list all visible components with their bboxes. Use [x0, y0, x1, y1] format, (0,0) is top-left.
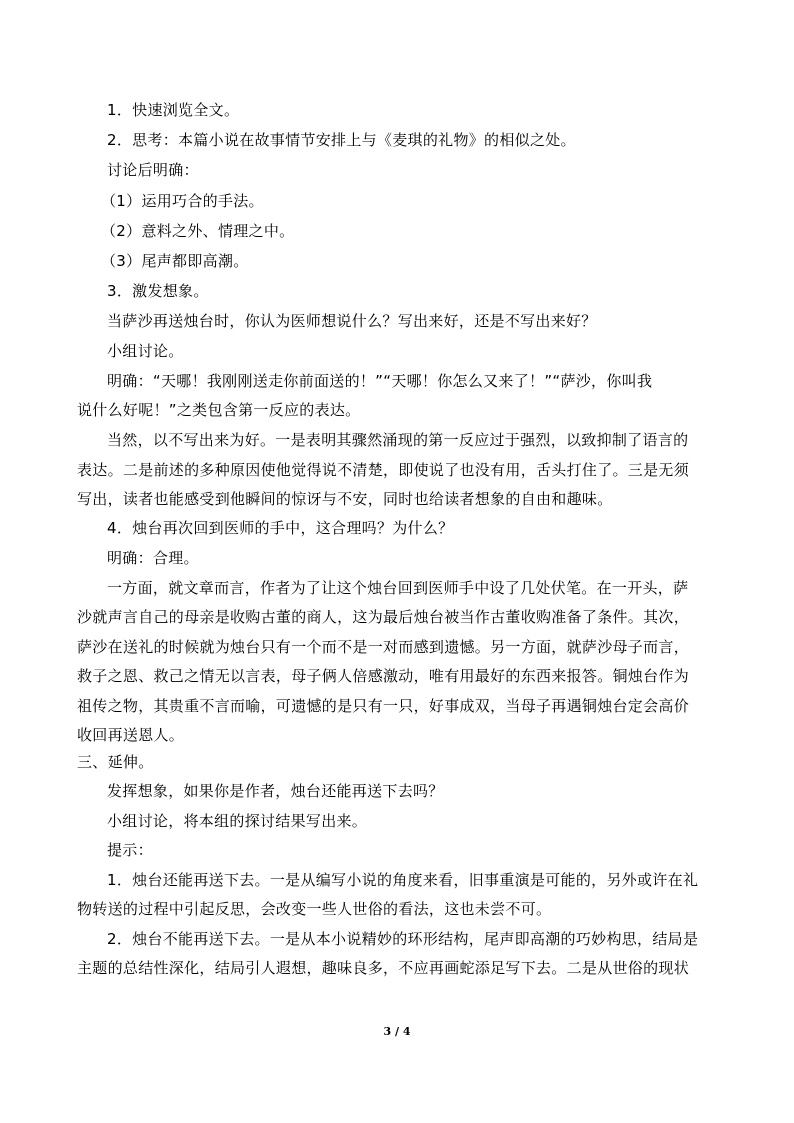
- text-line: 1．快速浏览全文。: [107, 101, 240, 119]
- text-line: 2．烛台不能再送下去。一是从本小说精妙的环形结构，尾声即高潮的巧妙构思，结局是: [107, 930, 699, 948]
- text-line: 萨沙在送礼的时候就为烛台只有一个而不是一对而感到遗憾。另一方面，就萨沙母子而言，: [77, 638, 690, 656]
- text-line: （2）意料之外、情理之中。: [101, 222, 295, 240]
- text-line: 说什么好呢！”之类包含第一反应的表达。: [77, 401, 361, 419]
- text-line: 小组讨论，将本组的探讨结果写出来。: [107, 812, 368, 830]
- text-line: 当萨沙再送烛台时，你认为医师想说什么？写出来好，还是不写出来好？: [107, 312, 597, 330]
- text-line: （1）运用巧合的手法。: [101, 192, 264, 210]
- section-heading: 三、延伸。: [77, 753, 154, 771]
- text-line: 4．烛台再次回到医师的手中，这合理吗？为什么？: [107, 519, 454, 537]
- text-line: 救子之恩、救己之情无以言表，母子俩人倍感激动，唯有用最好的东西来报答。铜烛台作为: [77, 667, 690, 685]
- text-line: 提示：: [107, 841, 153, 859]
- text-line: 2．思考：本篇小说在故事情节安排上与《麦琪的礼物》的相似之处。: [107, 131, 576, 149]
- text-line: 表达。二是前述的多种原因使他觉得说不清楚，即使说了也没有用，舌头打住了。三是无须: [77, 461, 690, 479]
- text-line: 沙就声言自己的母亲是收购古董的商人，这为最后烛台被当作古董收购准备了条件。其次，: [77, 608, 690, 626]
- text-line: 一方面，就文章而言，作者为了让这个烛台回到医师手中设了几处伏笔。在一开头，萨: [107, 579, 689, 597]
- text-line: 明确：合理。: [107, 549, 199, 567]
- text-line: 明确：“天哪！我刚刚送走你前面送的！”“天哪！你怎么又来了！”“萨沙，你叫我: [107, 372, 653, 390]
- text-line: （3）尾声都即高潮。: [101, 252, 249, 270]
- text-line: 讨论后明确：: [107, 161, 199, 179]
- text-line: 3．激发想象。: [107, 282, 209, 300]
- text-line: 写出，读者也能感受到他瞬间的惊讶与不安，同时也给读者想象的自由和趣味。: [77, 490, 613, 508]
- text-line: 祖传之物，其贵重不言而喻，可遗憾的是只有一只，好事成双，当母子再遇铜烛台定会高价: [77, 697, 690, 715]
- text-line: 物转送的过程中引起反思，会改变一些人世俗的看法，这也未尝不可。: [77, 900, 552, 918]
- text-line: 主题的总结性深化，结局引人遐想，趣味良多，不应再画蛇添足写下去。二是从世俗的现状: [77, 959, 690, 977]
- text-line: 小组讨论。: [107, 342, 184, 360]
- text-line: 当然，以不写出来为好。一是表明其骤然涌现的第一反应过于强烈，以致抑制了语言的: [107, 431, 689, 449]
- text-line: 发挥想象，如果你是作者，烛台还能再送下去吗？: [107, 782, 444, 800]
- text-line: 收回再送恩人。: [77, 726, 185, 744]
- text-line: 1．烛台还能再送下去。一是从编写小说的角度来看，旧事重演是可能的，另外或许在礼: [107, 871, 699, 889]
- page-number: 3 / 4: [383, 1025, 411, 1038]
